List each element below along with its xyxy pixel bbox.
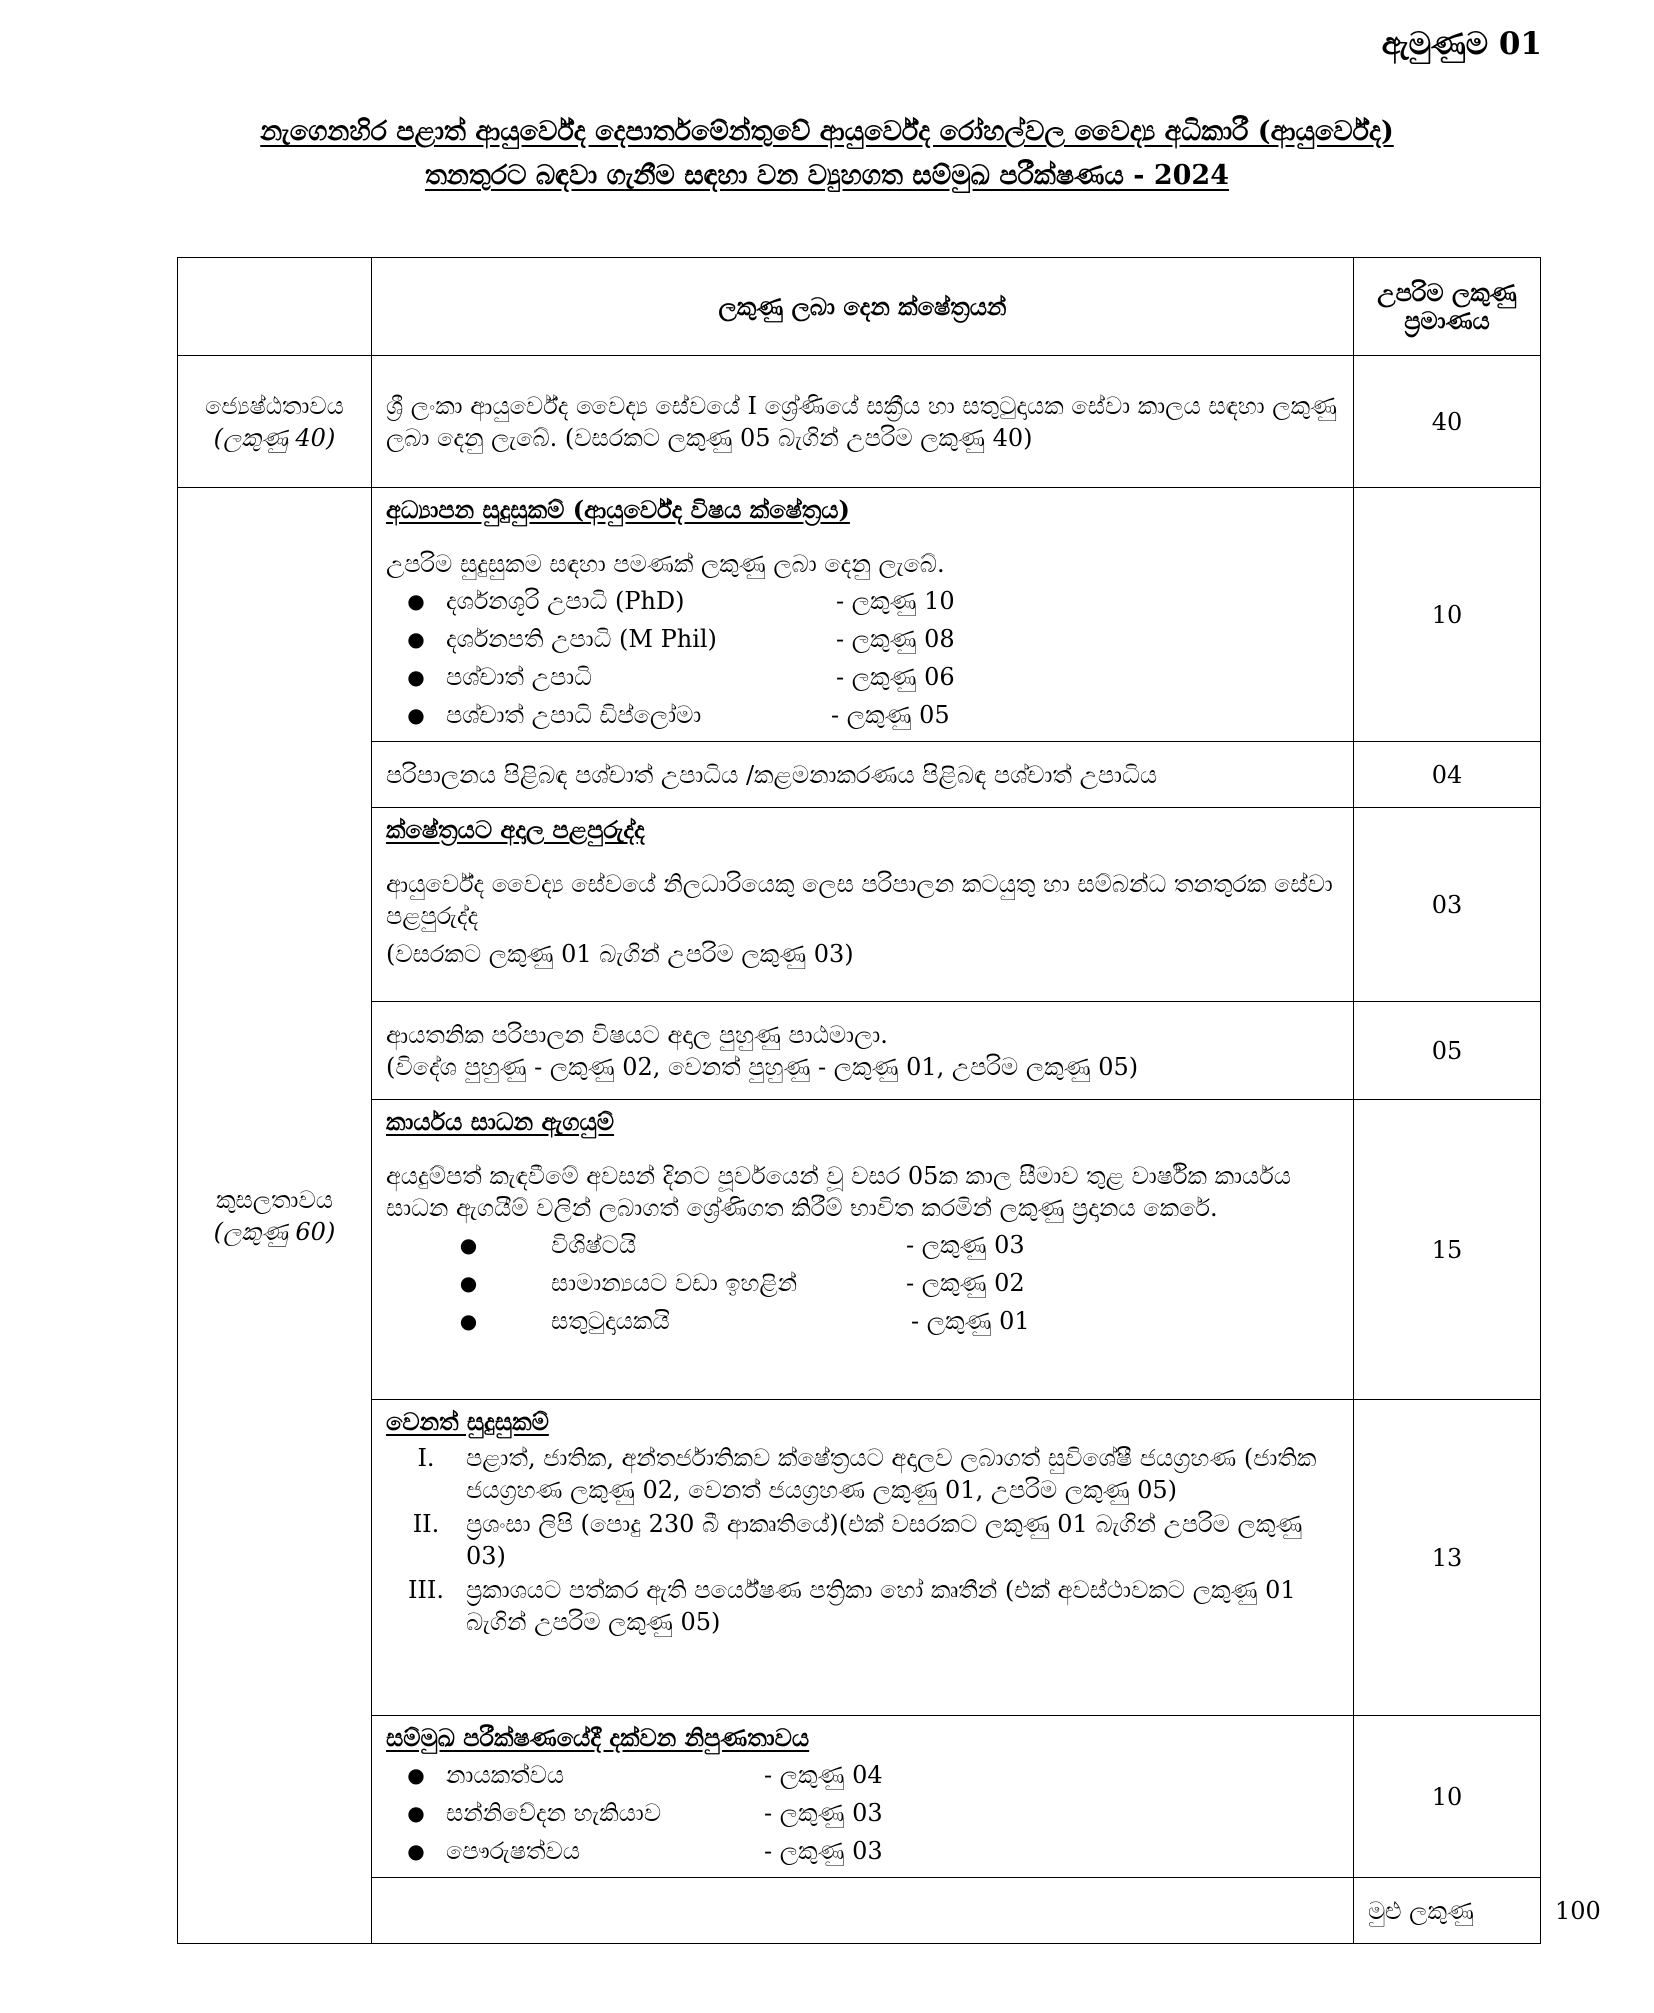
field-experience-text: ආයුර්වේද වෛද්‍ය සේවයේ නිලධාරියෙකු ලෙස පරිපාලන කටයුතු හා සම්බන්ධ තනතුරක සේවා පළපුරුද්ද [386,870,1333,930]
item-marks: - ලකුණු 06 [836,663,955,691]
document-title [0,110,1654,198]
interview-skill-max: 10 [1354,1716,1541,1878]
seniority-name: ජ්‍යෙෂ්ඨතාවය [205,391,344,420]
seniority-label-cell [178,356,372,488]
item-name: විශිෂ්ටයි [551,1231,637,1259]
list-item [386,1756,1339,1794]
field-experience-row [178,808,1541,1002]
list-item [386,1832,1339,1870]
item-text: පළාත්, ජාතික, අන්තර්ජාතිකව ක්ෂේත්‍රයට අදාලව ලබාගත් සුවිශේෂී ජයග්‍රහණ (ජාතික ජයග්‍රහණ ලකුණු 02, වෙනත් ජයග්‍රහණ ලකුණු 01, උපරිම ලකුණු 05) [466,1444,1317,1504]
interview-skill-heading: සම්මුඛ පරීක්ෂණයේදී දක්වන නිපුණතාවය [386,1723,810,1752]
training-cell [372,1002,1354,1100]
item-marks: - ලකුණු 10 [836,587,955,615]
training-line-2: (විදේශ පුහුණු - ලකුණු 02, වෙනත් පුහුණු - ලකුණු 01, උපරිම ලකුණු 05) [386,1052,1139,1081]
list-item [386,1574,1339,1638]
other-qualifications-max: 13 [1354,1400,1541,1716]
item-name: නායකත්වය [446,1761,565,1789]
bullet-icon: ● [459,1271,478,1295]
education-intro: උපරිම සුදුසුකම සඳහා පමණක් ලකුණු ලබා දෙනු ලැබේ. [386,550,945,578]
performance-heading: කාර්යය සාධන ඇගයුම් [386,1107,615,1136]
header-criteria: ලකුණු ලබා දෙන ක්ෂේත්‍රයන් [372,258,1354,356]
other-qualifications-row [178,1400,1541,1716]
education-cell [372,488,1354,742]
admin-degree-max: 04 [1354,742,1541,808]
item-marks: - ලකුණු 04 [764,1761,883,1789]
total-empty-cell [372,1878,1354,1944]
bullet-icon: ● [459,1233,478,1257]
interview-skill-cell [372,1716,1354,1878]
seniority-max: 40 [1354,356,1541,488]
roman-numeral: III. [407,1576,445,1604]
header-empty-cell [178,258,372,356]
bullet-icon: ● [407,1763,425,1787]
item-name: දර්ශනශූරි උපාධි (PhD) [446,587,685,615]
education-list [386,582,1339,734]
list-item [386,1508,1339,1572]
list-item [386,1442,1339,1506]
training-max: 05 [1354,1002,1541,1100]
bullet-icon: ● [407,703,425,727]
title-line-1: නැගෙනහිර පළාත් ආයුර්වේද දෙපාර්තමේන්තුවේ ආයුර්වේද රෝහල්වල වෛද්‍ය අධිකාරී (ආයුර්වේද) [260,116,1394,147]
header-max-marks: උපරිම ලකුණු ප්‍රමාණය [1354,258,1541,356]
item-marks: - ලකුණු 08 [836,625,955,653]
bullet-icon: ● [407,665,425,689]
bullet-icon: ● [407,1839,425,1863]
education-heading: අධ්‍යාපන සුදුසුකම් (ආයුර්වේද විෂය ක්ෂේත්‍රය) [386,495,850,524]
admin-degree-row [178,742,1541,808]
admin-degree-text: පරිපාලනය පිළිබඳ පශ්චාත් උපාධිය /කළමනාකරණය පිළිබඳ පශ්චාත් උපාධිය [372,742,1354,808]
item-name: දර්ශනපති උපාධි (M Phil) [446,625,717,653]
list-item [386,620,1339,658]
education-max: 10 [1354,488,1541,742]
interview-skill-row [178,1716,1541,1878]
training-row [178,1002,1541,1100]
field-experience-cell [372,808,1354,1002]
training-line-1: ආයතනික පරිපාලන විෂයට අදාල පුහුණු පාඨමාලා. [386,1020,888,1049]
total-row: මුළු ලකුණු 100 [178,1878,1541,1944]
interview-skill-list [386,1756,1339,1870]
performance-cell [372,1100,1354,1400]
annex-label: ඇමුණුම 01 [1381,26,1542,62]
education-row [178,488,1541,742]
roman-numeral: I. [417,1444,435,1472]
item-marks: - ලකුණු 03 [906,1231,1025,1259]
list-item [386,1226,1339,1264]
seniority-row [178,356,1541,488]
item-name: සතුටුදායකයි [551,1307,670,1335]
other-qualifications-list [386,1442,1339,1638]
performance-row [178,1100,1541,1400]
list-item [386,582,1339,620]
other-qualifications-cell [372,1400,1354,1716]
list-item [386,658,1339,696]
item-name: පශ්චාත් උපාධි [446,663,592,691]
seniority-text: ශ්‍රී ලංකා ආයුර්වේද වෛද්‍ය සේවයේ I ශ්‍රේණියේ සක්‍රීය හා සතුටුදායක සේවා කාලය සඳහා ලකුණු ලබා දෙනු ලැබේ. (වසරකට ලකුණු 05 බැගින් උපරිම ලකුණු 40) [372,356,1354,488]
efficiency-label-cell [178,488,372,1944]
seniority-marks: (ලකුණු 40) [213,423,336,452]
total-label: මුළු ලකුණු [1354,1878,1541,1944]
bullet-icon: ● [407,1801,425,1825]
other-qualifications-heading: වෙනත් සුදුසුකම් [386,1407,549,1436]
item-name: සන්නිවේදන හැකියාව [446,1799,662,1827]
marks-table [177,257,1601,1944]
field-experience-note: (වසරකට ලකුණු 01 බැගින් උපරිම ලකුණු 03) [386,940,854,968]
list-item [386,1302,1339,1340]
bullet-icon: ● [407,589,425,613]
bullet-icon: ● [407,627,425,651]
item-name: පෞරුෂත්වය [446,1837,580,1865]
item-marks: - ලකුණු 02 [906,1269,1025,1297]
performance-list [386,1226,1339,1340]
performance-max: 15 [1354,1100,1541,1400]
efficiency-name: කුසලතාවය [216,1185,333,1214]
list-item [386,1264,1339,1302]
roman-numeral: II. [412,1510,440,1538]
list-item [386,696,1339,734]
item-text: ප්‍රකාශයට පත්කර ඇති පර්යේෂණ පත්‍රිකා හෝ කෘතීන් (එක් අවස්ථාවකට ලකුණු 01 බැගින් උපරිම ලකුණු 05) [466,1576,1296,1636]
title-line-2: තනතුරට බඳවා ගැනීම සඳහා වන ව්‍යුහගත සම්මුඛ පරීක්ෂණය - 2024 [424,160,1230,191]
item-marks: - ලකුණු 03 [764,1837,883,1865]
item-name: සාමාන්‍යයට වඩා ඉහළින් [551,1269,798,1297]
bullet-icon: ● [459,1309,478,1333]
efficiency-marks: (ලකුණු 60) [213,1217,336,1246]
item-marks: - ලකුණු 01 [911,1307,1030,1335]
item-marks: - ලකුණු 05 [831,701,950,729]
field-experience-heading: ක්ෂේත්‍රයට අදාල පළපුරුද්ද [386,815,645,844]
table-header-row [178,258,1541,356]
list-item [386,1794,1339,1832]
field-experience-max: 03 [1354,808,1541,1002]
item-marks: - ලකුණු 03 [764,1799,883,1827]
item-text: ප්‍රශංසා ලිපි (පොදු 230 බී ආකෘතියේ)(එක් වසරකට ලකුණු 01 බැගින් උපරිම ලකුණු 03) [466,1510,1303,1570]
item-name: පශ්චාත් උපාධි ඩිප්ලෝමා [446,701,702,729]
performance-text: අයදුම්පත් කැඳවීමේ අවසන් දිනට පූර්වයෙන් වූ වසර 05ක කාල සීමාව තුළ වාර්ෂික කාර්යය සාධන ඇගයීම් වලින් ලබාගත් ශ්‍රේණිගත කිරීම් භාවිත කරමින් ලකුණු ප්‍රදානය කෙරේ. [386,1162,1292,1222]
